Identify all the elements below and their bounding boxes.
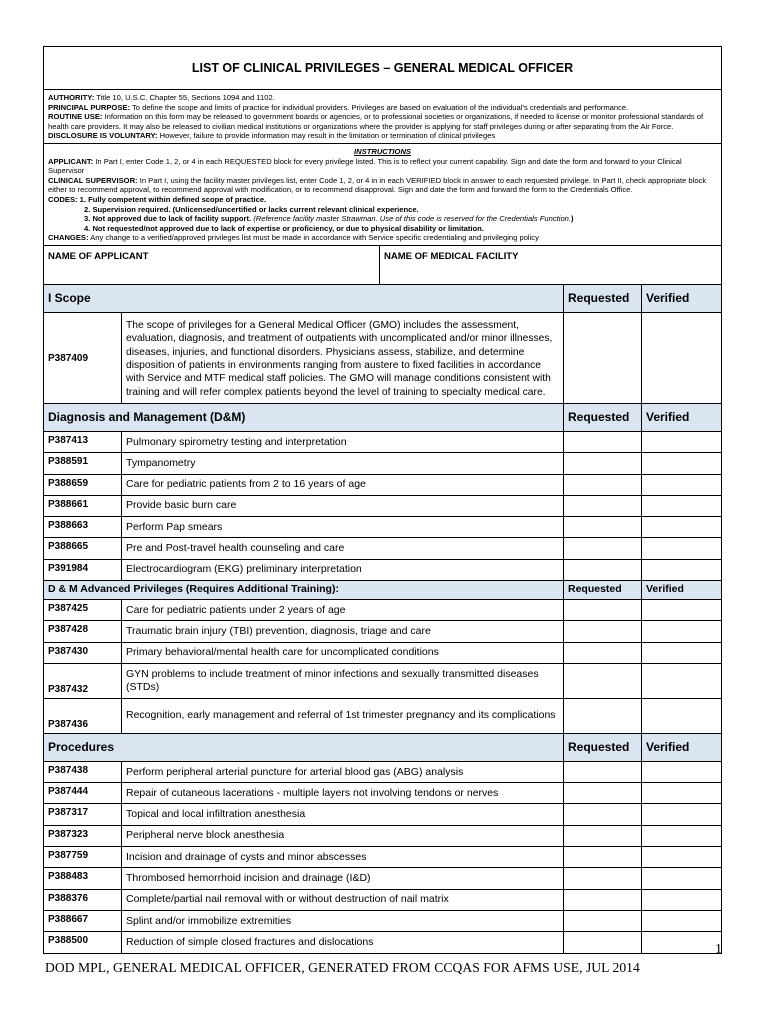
privilege-description: Provide basic burn care: [122, 495, 564, 516]
verified-cell[interactable]: [642, 517, 722, 538]
privilege-description: Primary behavioral/mental health care for uncomplicated conditions: [122, 642, 564, 663]
privilege-description: Peripheral nerve block anesthesia: [122, 825, 564, 846]
privilege-row: [44, 910, 722, 931]
requested-cell[interactable]: [564, 559, 642, 580]
verified-cell[interactable]: [642, 698, 722, 733]
requested-column-header: Requested: [564, 403, 642, 431]
verified-column-header: Verified: [642, 733, 722, 761]
form-title: LIST OF CLINICAL PRIVILEGES – GENERAL MEDICAL OFFICER: [44, 47, 722, 90]
requested-cell[interactable]: [564, 431, 642, 452]
privilege-code: P387425: [44, 599, 122, 620]
privilege-description: Pulmonary spirometry testing and interpretation: [122, 431, 564, 452]
name-of-medical-facility-field[interactable]: [380, 245, 722, 284]
instructions-block: INSTRUCTIONS APPLICANT: In Part I, enter Code 1, 2, or 4 in each REQUESTED block for every privilege listed. This is to reflect your current capability. Sign and date the form and forward to your Clinical Supervisor CLINICAL SUPERVISOR: In Part I, using the facility master privileges list, enter Code 1, 2, or 4 in in each VERIFIED block in answer to each requested privilege. In Part II, check appropriate block either to recommend approval, to recommend approval with modification, or to recommend disapproval. Sign and date the form and forward the form to the Credentials Office. CODES: 1. Fully competent within defined scope of practice. 2. Supervision required. (Unlicensed/uncertified or lacks current relevant clinical experience. 3. Not approved due to lack of facility support. (Reference facility master Strawman. Use of this code is reserved for the Credentials Function.) 4. Not requested/not approved due to lack of expertise or proficiency, or due to physical disability or limitation. CHANGES: Any change to a verified/approved privileges list must be made in accordance with Service specific credentialing and privileging policy: [44, 143, 722, 245]
verified-cell[interactable]: [642, 868, 722, 889]
privilege-description: Electrocardiogram (EKG) preliminary interpretation: [122, 559, 564, 580]
requested-cell[interactable]: [564, 889, 642, 910]
privilege-description: Reduction of simple closed fractures and dislocations: [122, 932, 564, 953]
privilege-description: Traumatic brain injury (TBI) prevention, diagnosis, triage and care: [122, 621, 564, 642]
requested-cell[interactable]: [564, 538, 642, 559]
name-of-applicant-field[interactable]: [44, 245, 380, 284]
requested-cell[interactable]: [564, 621, 642, 642]
privilege-code: P387759: [44, 847, 122, 868]
privilege-row: [44, 474, 722, 495]
privilege-description: Topical and local infiltration anesthesia: [122, 804, 564, 825]
requested-cell[interactable]: [564, 868, 642, 889]
requested-cell[interactable]: [564, 847, 642, 868]
privileges-form: [43, 46, 722, 954]
privilege-row: [44, 932, 722, 953]
page-number: 1: [715, 942, 722, 957]
requested-cell[interactable]: [564, 932, 642, 953]
verified-cell[interactable]: [642, 559, 722, 580]
verified-cell[interactable]: [642, 642, 722, 663]
verified-cell[interactable]: [642, 538, 722, 559]
privilege-description: Care for pediatric patients from 2 to 16 years of age: [122, 474, 564, 495]
verified-cell[interactable]: [642, 599, 722, 620]
privilege-row: [44, 663, 722, 698]
verified-cell[interactable]: [642, 761, 722, 782]
privilege-row: [44, 431, 722, 452]
requested-cell[interactable]: [564, 783, 642, 804]
section-heading-procedures: Procedures: [44, 733, 564, 761]
privacy-act-statement: AUTHORITY: Title 10, U.S.C. Chapter 55, Sections 1094 and 1102. PRINCIPAL PURPOSE: To define the scope and limits of practice for individual providers. Privileges are based on evaluation of the individual’s credentials and performance. ROUTINE USE: Information on this form may be released to government boards or agencies, or to professional societies or organizations, if needed to license or monitor professional standards of health care providers. It may also be released to civilian medical institutions or organizations where the provider is applying for staff privileges during or after separating from the Air Force. DISCLOSURE IS VOLUNTARY: However, failure to provide information may result in the limitation or termination of clinical privileges: [44, 90, 722, 144]
privilege-code: P387438: [44, 761, 122, 782]
verified-cell[interactable]: [642, 783, 722, 804]
privilege-code: P387413: [44, 431, 122, 452]
privilege-row: [44, 621, 722, 642]
requested-cell[interactable]: [564, 910, 642, 931]
privilege-code: P387432: [44, 663, 122, 698]
privilege-row: [44, 825, 722, 846]
privilege-code: P388591: [44, 453, 122, 474]
instructions-heading: INSTRUCTIONS: [354, 146, 411, 156]
scope-description: The scope of privileges for a General Medical Officer (GMO) includes the assessment, evaluation, diagnosis, and treatment of outpatients with uncomplicated and/or minor illnesses, diseases, injuries, and functional disorders. Physicians assess, stabilize, and determine disposition of patients in environments ranging from austere to fixed facilities in accordance with Service and MTF medical staff policies. The GMO will manage conditions consistent with training and will refer complex patients beyond the level of training to specialty medical care.: [122, 312, 564, 403]
privilege-code: P387428: [44, 621, 122, 642]
privilege-description: Splint and/or immobilize extremities: [122, 910, 564, 931]
verified-cell[interactable]: [642, 474, 722, 495]
privilege-row: [44, 599, 722, 620]
verified-cell[interactable]: [642, 910, 722, 931]
section-heading-dm: Diagnosis and Management (D&M): [44, 403, 564, 431]
requested-cell[interactable]: [564, 453, 642, 474]
privilege-description: Tympanometry: [122, 453, 564, 474]
verified-cell[interactable]: [642, 932, 722, 953]
verified-column-header: Verified: [642, 403, 722, 431]
privilege-row: [44, 889, 722, 910]
verified-cell[interactable]: [642, 453, 722, 474]
privilege-row: [44, 868, 722, 889]
verified-cell[interactable]: [642, 312, 722, 403]
requested-cell[interactable]: [564, 663, 642, 698]
requested-column-header: Requested: [564, 580, 642, 599]
privilege-code: P387317: [44, 804, 122, 825]
privilege-row: [44, 761, 722, 782]
section-heading-scope: I Scope: [44, 284, 564, 312]
requested-cell[interactable]: [564, 517, 642, 538]
requested-column-header: Requested: [564, 284, 642, 312]
requested-cell[interactable]: [564, 312, 642, 403]
requested-cell[interactable]: [564, 474, 642, 495]
privilege-code: P391984: [44, 559, 122, 580]
requested-cell[interactable]: [564, 804, 642, 825]
privilege-code: P388500: [44, 932, 122, 953]
privilege-row: [44, 642, 722, 663]
verified-column-header: Verified: [642, 580, 722, 599]
privilege-description: Perform peripheral arterial puncture for arterial blood gas (ABG) analysis: [122, 761, 564, 782]
privilege-row: [44, 538, 722, 559]
privilege-description: Repair of cutaneous lacerations - multiple layers not involving tendons or nerves: [122, 783, 564, 804]
privilege-code: P387323: [44, 825, 122, 846]
privilege-description: Care for pediatric patients under 2 years of age: [122, 599, 564, 620]
verified-cell[interactable]: [642, 621, 722, 642]
verified-cell[interactable]: [642, 804, 722, 825]
privilege-code: P388661: [44, 495, 122, 516]
verified-cell[interactable]: [642, 847, 722, 868]
privilege-code: P388667: [44, 910, 122, 931]
requested-column-header: Requested: [564, 733, 642, 761]
name-of-medical-facility-label: NAME OF MEDICAL FACILITY: [384, 250, 519, 262]
privilege-description: Thrombosed hemorrhoid incision and drainage (I&D): [122, 868, 564, 889]
verified-cell[interactable]: [642, 495, 722, 516]
privilege-row: [44, 517, 722, 538]
verified-cell[interactable]: [642, 825, 722, 846]
privilege-row: [44, 847, 722, 868]
page-footer: DOD MPL, GENERAL MEDICAL OFFICER, GENERATED FROM CCQAS FOR AFMS USE, JUL 2014: [45, 960, 640, 975]
privilege-code: P388659: [44, 474, 122, 495]
requested-cell[interactable]: [564, 599, 642, 620]
requested-cell[interactable]: [564, 495, 642, 516]
verified-cell[interactable]: [642, 663, 722, 698]
privilege-description: Complete/partial nail removal with or without destruction of nail matrix: [122, 889, 564, 910]
privilege-description: Incision and drainage of cysts and minor abscesses: [122, 847, 564, 868]
privilege-code: P387430: [44, 642, 122, 663]
privilege-code: P387436: [44, 698, 122, 733]
section-heading-dm-advanced: D & M Advanced Privileges (Requires Additional Training):: [44, 580, 564, 599]
privilege-description: GYN problems to include treatment of minor infections and sexually transmitted diseases (STDs): [122, 663, 564, 698]
privilege-description: Recognition, early management and referral of 1st trimester pregnancy and its complications: [122, 698, 564, 733]
verified-cell[interactable]: [642, 889, 722, 910]
privilege-row: [44, 698, 722, 733]
privilege-row: [44, 783, 722, 804]
privilege-code: P388483: [44, 868, 122, 889]
privilege-row: [44, 495, 722, 516]
verified-cell[interactable]: [642, 431, 722, 452]
requested-cell[interactable]: [564, 825, 642, 846]
verified-column-header: Verified: [642, 284, 722, 312]
privilege-code: P388665: [44, 538, 122, 559]
privilege-code: P388663: [44, 517, 122, 538]
privilege-code: P387444: [44, 783, 122, 804]
requested-cell[interactable]: [564, 698, 642, 733]
privilege-row: [44, 453, 722, 474]
privilege-code: P387409: [44, 312, 122, 403]
privilege-row: [44, 804, 722, 825]
requested-cell[interactable]: [564, 642, 642, 663]
name-of-applicant-label: NAME OF APPLICANT: [48, 250, 149, 262]
requested-cell[interactable]: [564, 761, 642, 782]
privilege-description: Perform Pap smears: [122, 517, 564, 538]
privilege-code: P388376: [44, 889, 122, 910]
privilege-row: [44, 559, 722, 580]
privilege-description: Pre and Post-travel health counseling and care: [122, 538, 564, 559]
